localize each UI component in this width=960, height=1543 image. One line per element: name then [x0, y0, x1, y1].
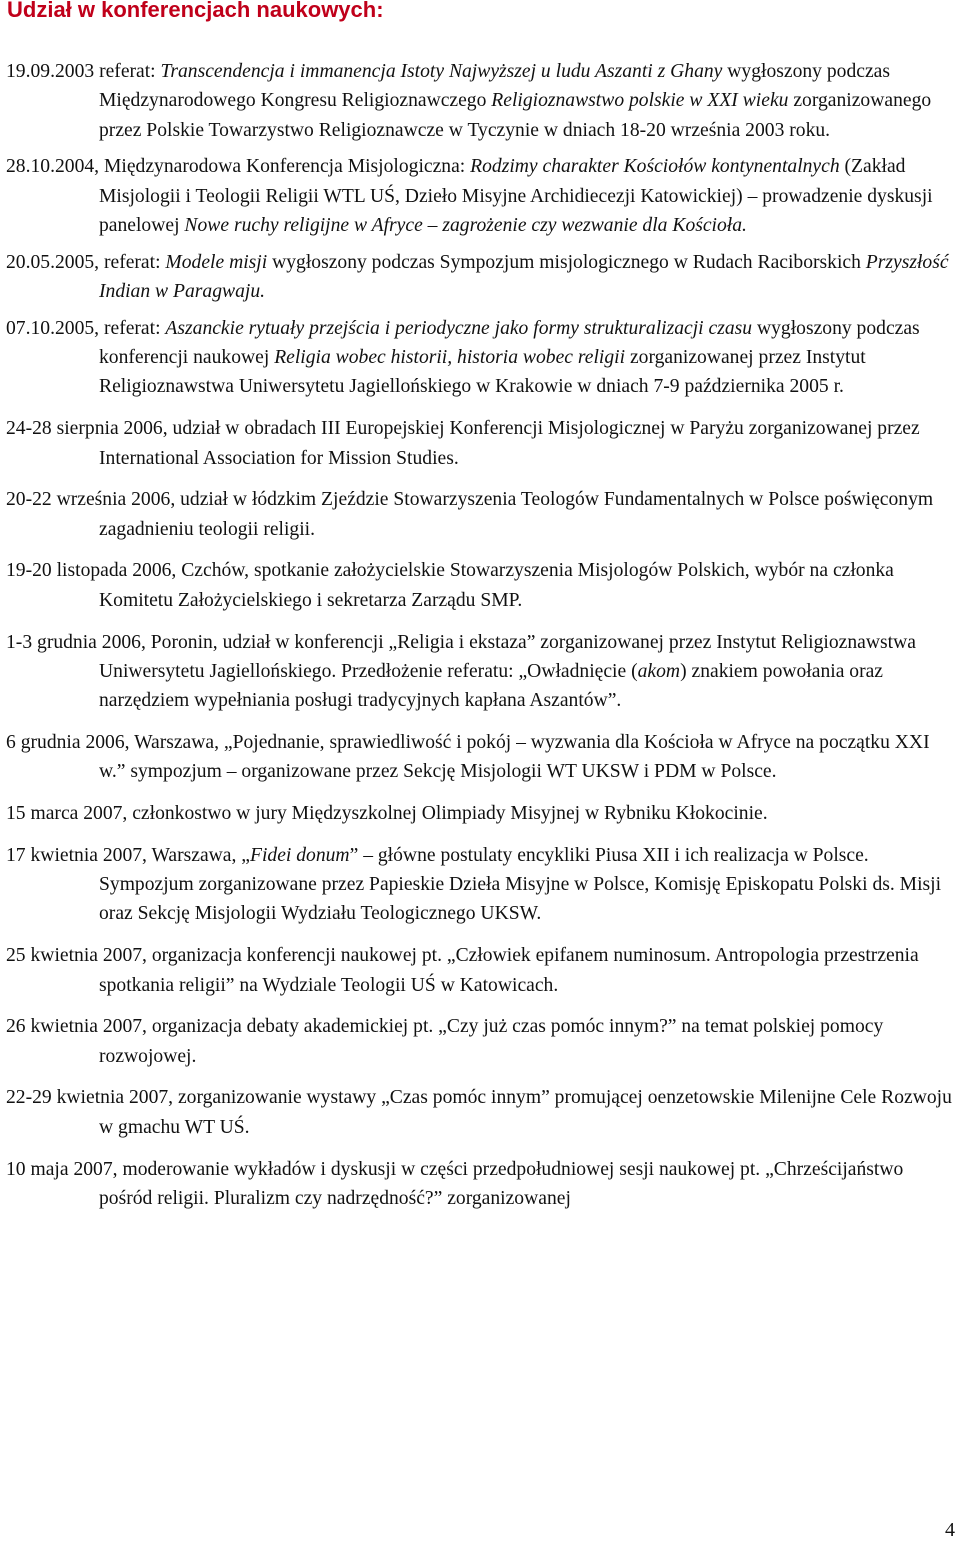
conference-entry — [6, 57, 960, 145]
entry-title-italic: Religioznawstwo polskie w XXI wieku — [491, 90, 789, 112]
conference-entry — [6, 941, 960, 1000]
conference-entry — [6, 485, 960, 544]
entry-text: 20.05.2005, referat: — [6, 251, 166, 273]
conference-entry — [6, 1155, 960, 1214]
entry-text: wygłoszony podczas konferencji naukowej — [99, 317, 920, 369]
conference-entry — [6, 248, 960, 307]
conference-entry — [6, 1012, 960, 1071]
conference-entry — [6, 799, 960, 828]
conference-entry — [6, 152, 960, 240]
conference-entry — [6, 414, 960, 473]
entry-text: wygłoszony podczas Międzynarodowego Kongresu Religioznawczego — [99, 61, 890, 112]
entry-text: 25 kwietnia 2007, organizacja konferencji naukowej pt. „Człowiek epifanem numinosum. Antropologia przestrzenia spotkania religii” na Wydziale Teologii UŚ w Katowicach. — [6, 945, 919, 996]
entry-text: ) znakiem powołania oraz narzędziem wypełniania posługi tradycyjnych kapłana Aszantów”. — [99, 660, 883, 712]
conference-entry — [6, 314, 960, 402]
entry-text: ” – główne postulaty encykliki Piusa XII i ich realizacja w Polsce. Sympozjum zorganizowane przez Papieskie Dzieła Misyjne w Polsce, Komisję Episkopatu Polski ds. Misji oraz Sekcję Misjologii Wydziału Teologicznego UKSW. — [99, 844, 942, 925]
conference-entry — [6, 556, 960, 615]
entry-title-italic: Fidei donum — [250, 844, 350, 866]
entry-text: 28.10.2004, Międzynarodowa Konferencja Misjologiczna: — [6, 156, 471, 178]
entry-text: 26 kwietnia 2007, organizacja debaty akademickiej pt. „Czy już czas pomóc innym?” na temat polskiej pomocy rozwojowej. — [6, 1016, 884, 1067]
conference-list — [6, 57, 960, 1226]
entry-title-italic: Nowe ruchy religijne w Afryce – zagrożenie czy wezwanie dla Kościoła. — [184, 214, 747, 236]
section-heading: Udział w konferencjach naukowych: — [7, 0, 384, 22]
conference-entry — [6, 728, 960, 787]
entry-title-italic: Religia wobec historii, historia wobec religii — [274, 347, 626, 369]
page-number: 4 — [945, 1519, 955, 1541]
entry-text: 6 grudnia 2006, Warszawa, „Pojednanie, sprawiedliwość i pokój – wyzwania dla Kościoła w Afryce na początku XXI w.” sympozjum – organizowane przez Sekcję Misjologii WT UKSW i PDM w Polsce. — [6, 731, 930, 783]
entry-text: 10 maja 2007, moderowanie wykładów i dyskusji w części przedpołudniowej sesji naukowej pt. „Chrześcijaństwo pośród religii. Pluralizm czy nadrzędność?” zorganizowanej — [6, 1158, 904, 1209]
entry-text: wygłoszony podczas Sympozjum misjologicznego w Rudach Raciborskich — [267, 251, 866, 273]
conference-entry — [6, 1083, 960, 1142]
entry-title-italic: akom — [637, 660, 681, 682]
entry-text: 24-28 sierpnia 2006, udział w obradach III Europejskiej Konferencji Misjologicznej w Paryżu zorganizowanej przez International Association for Mission Studies. — [6, 418, 920, 469]
entry-title-italic: Transcendencja i immanencja Istoty Najwyższej u ludu Aszanti z Ghany — [160, 61, 723, 82]
entry-title-italic: Aszanckie rytuały przejścia i periodyczne jako formy strukturalizacji czasu — [165, 317, 753, 339]
entry-text: 15 marca 2007, członkostwo w jury Międzyszkolnej Olimpiady Misyjnej w Rybniku Kłokocinie. — [6, 803, 768, 825]
conference-entry — [6, 628, 960, 716]
entry-text: zorganizowanego przez Polskie Towarzystwo Religioznawcze w Tyczynie w dniach 18-20 września 2003 roku. — [99, 90, 932, 141]
entry-text: 1-3 grudnia 2006, Poronin, udział w konferencji „Religia i ekstaza” zorganizowanej przez Instytut Religioznawstwa Uniwersytetu Jagiellońskiego. Przedłożenie referatu: „Owładnięcie ( — [6, 631, 916, 682]
entry-title-italic: Rodzimy charakter Kościołów kontynentalnych — [470, 156, 840, 178]
entry-text: 22-29 kwietnia 2007, zorganizowanie wystawy „Czas pomóc innym” promującej oenzetowskie Milenijne Cele Rozwoju w gmachu WT UŚ. — [6, 1087, 952, 1138]
entry-text: 17 kwietnia 2007, Warszawa, „ — [6, 844, 250, 866]
entry-text: 19.09.2003 referat: — [6, 61, 161, 82]
entry-title-italic: Przyszłość Indian w Paragwaju. — [99, 251, 949, 303]
conference-entry — [6, 841, 960, 929]
entry-title-italic: Modele misji — [165, 251, 268, 273]
entry-text: 19-20 listopada 2006, Czchów, spotkanie założycielskie Stowarzyszenia Misjologów Polskich, wybór na członka Komitetu Założycielskiego i sekretarza Zarządu SMP. — [6, 560, 894, 611]
entry-text: zorganizowanej przez Instytut Religioznawstwa Uniwersytetu Jagiellońskiego w Krakowie w dniach 7-9 października 2005 r. — [99, 347, 866, 398]
entry-text: 07.10.2005, referat: — [6, 317, 166, 339]
entry-text: 20-22 września 2006, udział w łódzkim Zjeździe Stowarzyszenia Teologów Fundamentalnych w Polsce poświęconym zagadnieniu teologii religii. — [6, 489, 934, 540]
entry-text: (Zakład Misjologii i Teologii Religii WTL UŚ, Dzieło Misyjne Archidiecezji Katowickiej) – prowadzenie dyskusji panelowej — [99, 156, 933, 236]
